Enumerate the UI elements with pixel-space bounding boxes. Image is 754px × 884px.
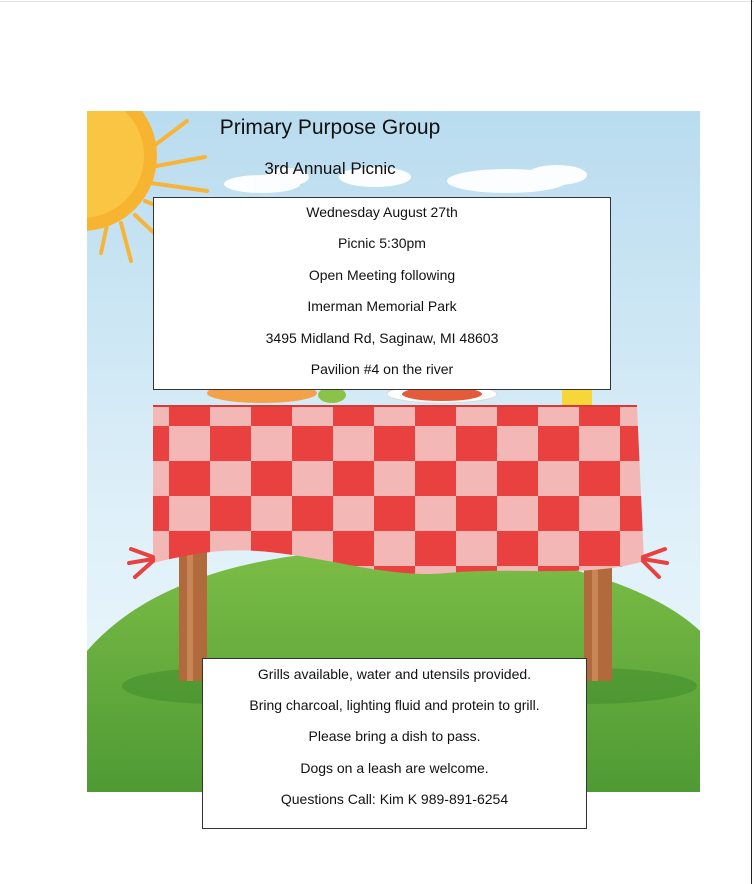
note-dogs: Dogs on a leash are welcome. [300, 760, 489, 776]
event-pavilion: Pavilion #4 on the river [310, 361, 454, 377]
flyer-title: Primary Purpose Group [219, 116, 441, 139]
event-date: Wednesday August 27th [306, 204, 458, 220]
note-dish-to-pass: Please bring a dish to pass. [308, 728, 481, 744]
event-meeting: Open Meeting following [308, 267, 456, 283]
event-details-box [153, 197, 611, 390]
note-grills: Grills available, water and utensils provided. [257, 666, 532, 682]
event-address: 3495 Midland Rd, Saginaw, MI 48603 [265, 330, 499, 346]
note-contact: Questions Call: Kim K 989-891-6254 [280, 791, 509, 807]
event-picnic-time: Picnic 5:30pm [338, 235, 426, 251]
page-right-edge [751, 0, 752, 884]
note-bring-charcoal: Bring charcoal, lighting fluid and protein to grill. [249, 697, 540, 713]
event-venue: Imerman Memorial Park [307, 298, 457, 314]
flyer-subtitle: 3rd Annual Picnic [264, 159, 396, 178]
checkered-tablecloth-icon [153, 406, 644, 574]
page-top-edge [0, 1, 754, 2]
notes-box [202, 658, 587, 829]
